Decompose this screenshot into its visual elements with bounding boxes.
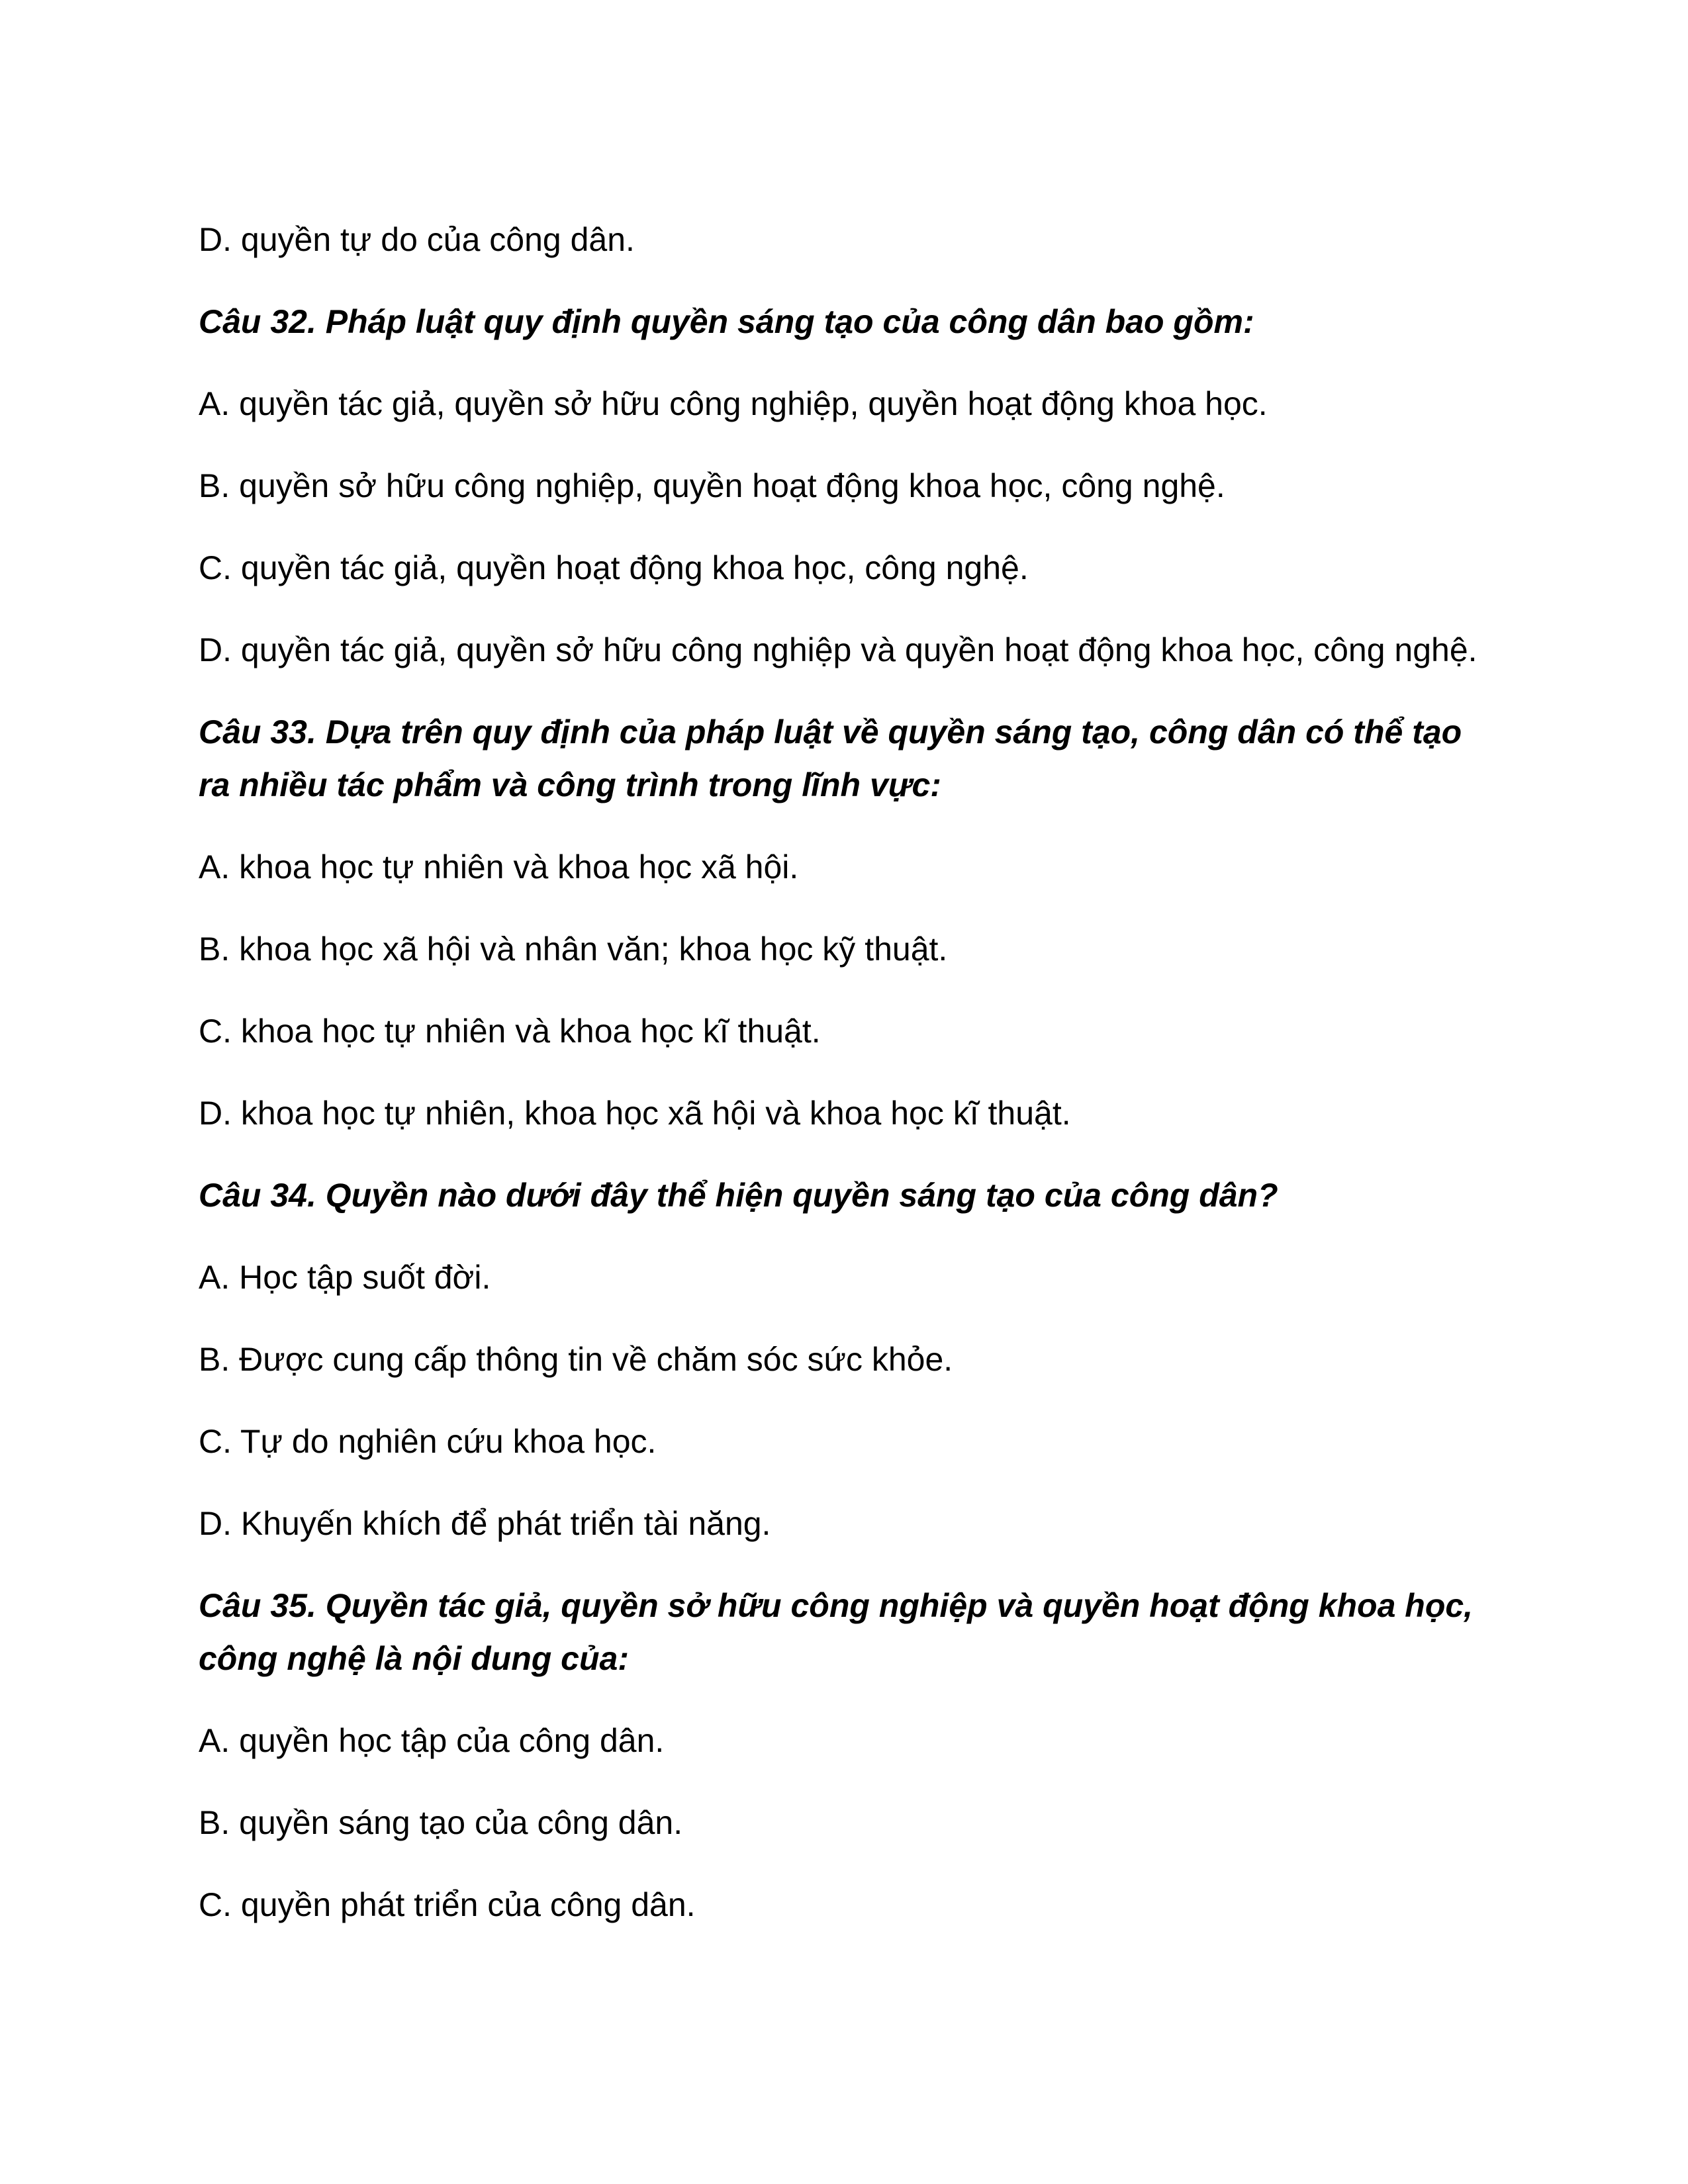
answer-option: C. Tự do nghiên cứu khoa học.: [199, 1423, 657, 1460]
answer-option: A. Học tập suốt đời.: [199, 1259, 491, 1296]
answer-option: D. quyền tác giả, quyền sở hữu công nghiệp và quyền hoạt động khoa học, công nghệ.: [199, 631, 1477, 668]
answer-option: C. quyền tác giả, quyền hoạt động khoa học, công nghệ.: [199, 549, 1029, 586]
question-34: Câu 34. Quyền nào dưới đây thể hiện quyền sáng tạo của công dân?: [199, 1177, 1278, 1214]
document-page: [199, 199, 1486, 1946]
question-32: Câu 32. Pháp luật quy định quyền sáng tạo của công dân bao gồm:: [199, 303, 1254, 340]
answer-option: D. khoa học tự nhiên, khoa học xã hội và khoa học kĩ thuật.: [199, 1095, 1071, 1132]
answer-option: B. quyền sáng tạo của công dân.: [199, 1804, 683, 1841]
question-33: Câu 33. Dựa trên quy định của pháp luật về quyền sáng tạo, công dân có thể tạo ra nhiều tác phẩm và công trình trong lĩnh vực:: [199, 713, 1462, 803]
answer-option: D. Khuyến khích để phát triển tài năng.: [199, 1505, 771, 1542]
answer-option: B. quyền sở hữu công nghiệp, quyền hoạt động khoa học, công nghệ.: [199, 467, 1225, 504]
question-35: Câu 35. Quyền tác giả, quyền sở hữu công nghiệp và quyền hoạt động khoa học, công nghệ là nội dung của:: [199, 1587, 1474, 1677]
answer-option: A. khoa học tự nhiên và khoa học xã hội.: [199, 848, 799, 886]
answer-option: B. Được cung cấp thông tin về chăm sóc sức khỏe.: [199, 1341, 953, 1378]
answer-option: D. quyền tự do của công dân.: [199, 221, 635, 258]
answer-option: A. quyền học tập của công dân.: [199, 1722, 665, 1759]
answer-option: A. quyền tác giả, quyền sở hữu công nghiệp, quyền hoạt động khoa học.: [199, 385, 1268, 422]
answer-option: C. quyền phát triển của công dân.: [199, 1886, 696, 1923]
answer-option: C. khoa học tự nhiên và khoa học kĩ thuật.: [199, 1013, 821, 1050]
answer-option: B. khoa học xã hội và nhân văn; khoa học kỹ thuật.: [199, 931, 948, 968]
